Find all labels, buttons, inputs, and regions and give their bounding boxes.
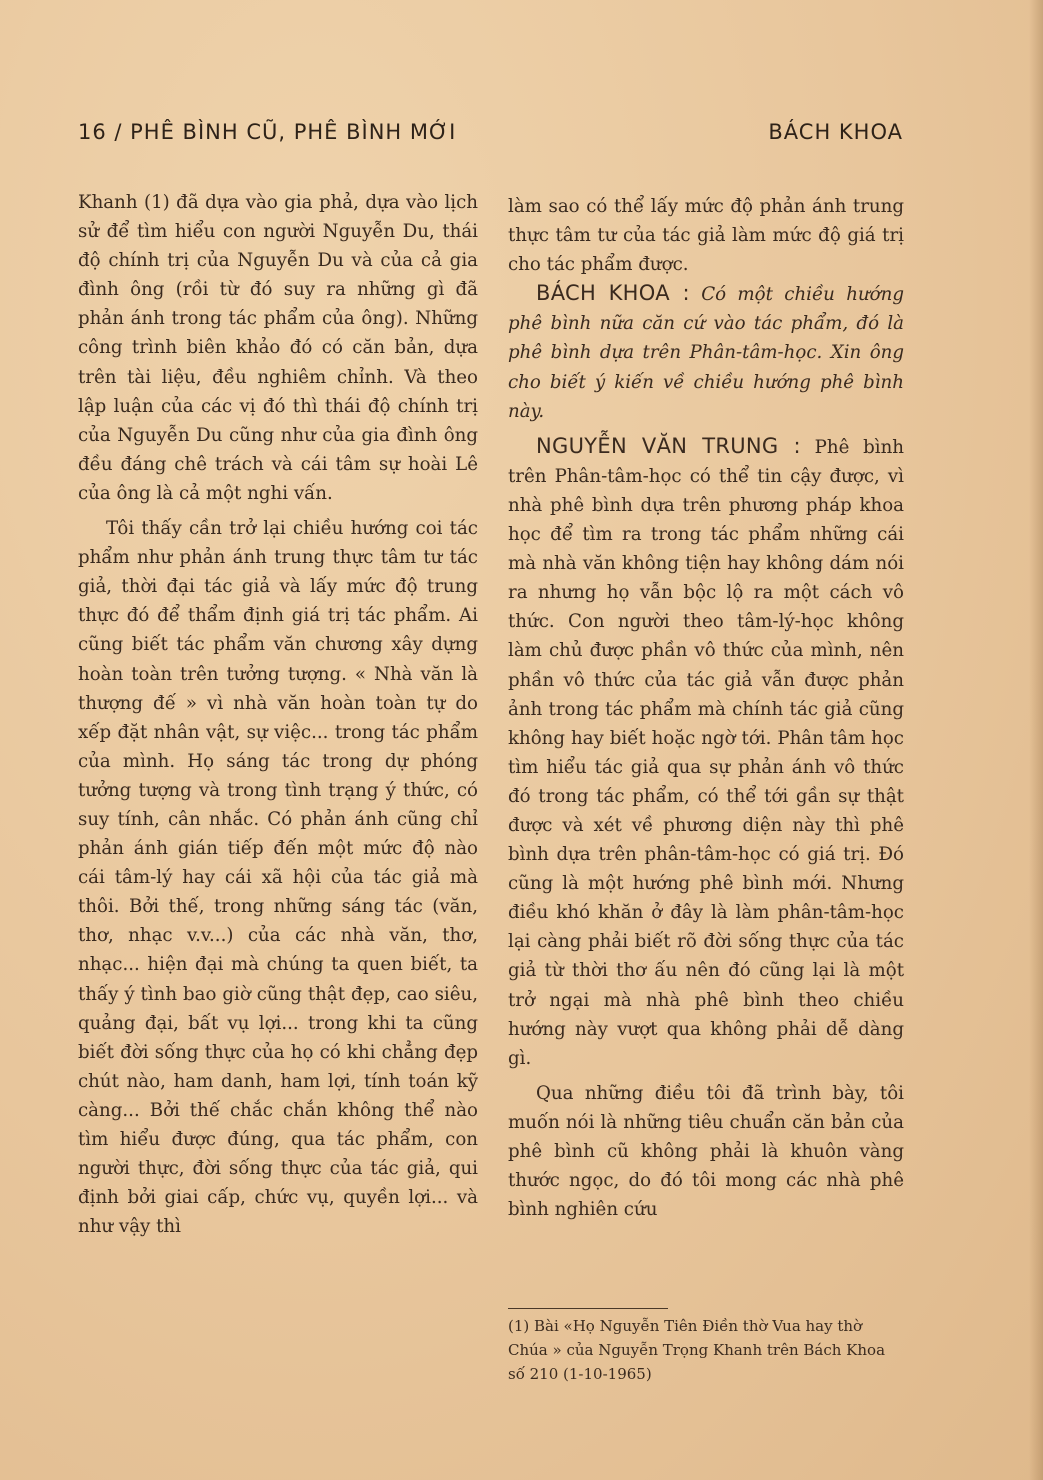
- answer-speaker: NGUYỄN VĂN TRUNG :: [536, 433, 801, 458]
- left-paragraph-1: Khanh (1) đã dựa vào gia phả, dựa vào lịch sử để tìm hiểu con người Nguyễn Du, thái độ chính trị của Nguyễn Du và của cả gia đình ông (rồi từ đó suy ra những gì đã phản ánh trong tác phẩm của ông). Những công trình biên khảo đó có căn bản, dựa trên tài liệu, đều nghiêm chỉnh. Và theo lập luận của các vị đó thì thái độ chính trị của Nguyễn Du cũng như của gia đình ông đều đáng chê trách và cái tâm sự hoài Lê của ông là cả một nghi vấn.: [78, 192, 478, 504]
- right-column: [508, 192, 904, 1224]
- question-speaker: BÁCH KHOA :: [536, 281, 690, 306]
- magazine-name: BÁCH KHOA: [768, 120, 903, 144]
- interview-answer: [508, 432, 904, 1073]
- page-edge-shadow: [1029, 0, 1043, 1480]
- page-header: [78, 120, 903, 144]
- right-paragraph-1: làm sao có thể lấy mức độ phản ánh trung thực tâm tư của tác giả làm mức độ giá trị cho tác phẩm được.: [508, 196, 904, 276]
- interview-question: [508, 279, 904, 425]
- right-paragraph-last: Qua những điều tôi đã trình bày, tôi muốn nói là những tiêu chuẩn căn bản của phê bình cũ không phải là khuôn vàng thước ngọc, do đó tôi mong các nhà phê bình nghiên cứu: [508, 1082, 904, 1221]
- question-text: Có một chiều hướng phê bình nữa căn cứ vào tác phẩm, đó là phê bình dựa trên Phân-tâm-học. Xin ông cho biết ý kiến về chiều hướng phê bình này.: [508, 284, 904, 422]
- answer-text: Phê bình trên Phân-tâm-học có thể tin cậy được, vì nhà phê bình dựa trên phương pháp khoa học để tìm ra trong tác phẩm những cái mà nhà văn không tiện hay không dám nói ra nhưng họ vẫn bộc lộ ra một cách vô thức. Con người theo tâm-lý-học không làm chủ được phần vô thức của mình, nên phần vô thức của tác giả vẫn được phản ảnh trong tác phẩm mà chính tác giả cũng không hay biết hoặc ngờ tới. Phân tâm học tìm hiểu tác giả qua sự phản ánh vô thức đó trong tác phẩm, có thể tới gần sự thật được và xét về phương diện này thì phê bình dựa trên phân-tâm-học có giá trị. Đó cũng là một hướng phê bình mới. Nhưng điều khó khăn ở đây là làm phân-tâm-học lại càng phải biết rõ đời sống thực của tác giả từ thời thơ ấu nên đó cũng lại là một trở ngại mà nhà phê bình theo chiều hướng này vượt qua không phải dễ dàng gì.: [508, 436, 904, 1069]
- footnote: (1) Bài «Họ Nguyễn Tiên Điền thờ Vua hay thờ Chúa » của Nguyễn Trọng Khanh trên Bách Khoa số 210 (1-10-1965): [508, 1317, 886, 1383]
- running-title: 16 / PHÊ BÌNH CŨ, PHÊ BÌNH MỚI: [78, 120, 457, 144]
- footnote-divider: [508, 1308, 668, 1309]
- left-column: [78, 188, 478, 1241]
- left-paragraph-2: Tôi thấy cần trở lại chiều hướng coi tác phẩm như phản ánh trung thực tâm tư tác giả, thời đại tác giả và lấy mức độ trung thực đó để thẩm định giá trị tác phẩm. Ai cũng biết tác phẩm văn chương xây dựng hoàn toàn trên tưởng tượng. « Nhà văn là thượng đế » vì nhà văn hoàn toàn tự do xếp đặt nhân vật, sự việc... trong tác phẩm của mình. Họ sáng tác trong dự phóng tưởng tượng và trong tình trạng ý thức, có suy tính, cân nhắc. Có phản ánh cũng chỉ phản ánh gián tiếp đến một mức độ nào cái tâm-lý hay cái xã hội của tác giả mà thôi. Bởi thế, trong những sáng tác (văn, thơ, nhạc v.v...) của các nhà văn, thơ, nhạc... hiện đại mà chúng ta quen biết, ta thấy ý tình bao giờ cũng thật đẹp, cao siêu, quảng đại, bất vụ lợi... trong khi ta cũng biết đời sống thực của họ có khi chẳng đẹp chút nào, ham danh, ham lợi, tính toán kỹ càng... Bởi thế chắc chắn không thể nào tìm hiểu được đúng, qua tác phẩm, con người thực, đời sống thực của tác giả, qui định bởi giai cấp, chức vụ, quyền lợi... và như vậy thì: [78, 518, 478, 1238]
